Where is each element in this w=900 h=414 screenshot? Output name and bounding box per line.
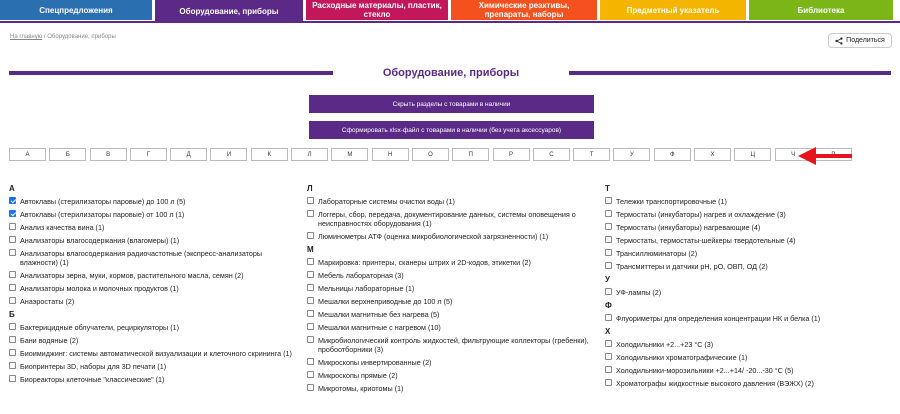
letter-filter-7[interactable]: Л xyxy=(291,148,328,161)
category-label[interactable]: Микробиологический контроль жидкостей, фильтрующие коллекторы (гребенки), пробоотборники (3) xyxy=(318,336,589,354)
category-checkbox[interactable] xyxy=(307,371,314,378)
category-checkbox[interactable] xyxy=(307,284,314,291)
share-button[interactable] xyxy=(828,33,892,48)
category-label[interactable]: Автоклавы (стерилизаторы паровые) от 100 л (1) xyxy=(20,210,185,219)
category-label[interactable]: Микроскопы прямые (2) xyxy=(318,371,398,380)
category-checkbox[interactable] xyxy=(307,258,314,265)
alphabet-filter xyxy=(9,148,891,161)
category-item[interactable] xyxy=(605,366,895,375)
category-item[interactable] xyxy=(9,323,299,332)
letter-filter-4[interactable]: Д xyxy=(170,148,207,161)
category-item[interactable] xyxy=(605,223,895,232)
category-item[interactable] xyxy=(307,384,595,393)
letter-filter-13[interactable]: С xyxy=(533,148,570,161)
category-item[interactable] xyxy=(605,314,895,323)
category-item[interactable] xyxy=(605,197,895,206)
category-checkbox[interactable] xyxy=(9,236,16,243)
category-item[interactable] xyxy=(605,340,895,349)
section-heading: Б xyxy=(9,310,15,319)
share-label: Поделиться xyxy=(846,37,885,44)
title-bar-left xyxy=(9,71,333,75)
category-item[interactable] xyxy=(307,284,595,293)
category-checkbox[interactable] xyxy=(605,353,612,360)
category-checkbox[interactable] xyxy=(605,197,612,204)
hide-sections-button[interactable]: Скрыть разделы с товарами в наличии xyxy=(309,95,594,113)
tab-4[interactable]: Предметный указатель xyxy=(600,0,746,20)
category-checkbox[interactable] xyxy=(9,197,16,204)
category-label[interactable]: Анаэростаты (2) xyxy=(20,297,75,306)
letter-filter-3[interactable]: Г xyxy=(130,148,167,161)
category-checkbox[interactable] xyxy=(605,236,612,243)
section-heading: Л xyxy=(307,184,313,193)
category-checkbox[interactable] xyxy=(605,210,612,217)
category-label[interactable]: Мешалки магнитные без нагрева (5) xyxy=(318,310,440,319)
category-checkbox[interactable] xyxy=(605,340,612,347)
column-t xyxy=(605,184,895,392)
category-checkbox[interactable] xyxy=(605,262,612,269)
category-checkbox[interactable] xyxy=(307,323,314,330)
tabs-underline xyxy=(0,21,900,23)
section-heading: Х xyxy=(605,327,611,336)
category-checkbox[interactable] xyxy=(307,358,314,365)
category-label[interactable]: Хроматографы жидкостные высокого давления (ВЭЖХ) (2) xyxy=(616,379,814,388)
category-label[interactable]: Анализаторы молока и молочных продуктов (1) xyxy=(20,284,179,293)
category-label[interactable]: Бактерицидные облучатели, рециркуляторы (1) xyxy=(20,323,179,332)
category-checkbox[interactable] xyxy=(9,210,16,217)
category-item[interactable] xyxy=(9,284,299,293)
category-label[interactable]: Термостаты (инкубаторы) нагревающие (4) xyxy=(616,223,761,232)
letter-filter-19[interactable]: Ч xyxy=(775,148,812,161)
category-label[interactable]: Трансиллюминаторы (2) xyxy=(616,249,698,258)
letter-filter-12[interactable]: Р xyxy=(493,148,530,161)
breadcrumb xyxy=(10,34,116,40)
category-label[interactable]: Холодильники-морозильники +2...+14/ -20...-30 °С (5) xyxy=(616,366,794,375)
category-item[interactable] xyxy=(307,232,595,241)
category-item[interactable] xyxy=(307,371,595,380)
column-a xyxy=(9,184,299,388)
category-item[interactable] xyxy=(605,210,895,219)
section-heading: М xyxy=(307,245,314,254)
category-label[interactable]: Микроскопы инвертированные (2) xyxy=(318,358,432,367)
category-checkbox[interactable] xyxy=(9,349,16,356)
category-label[interactable]: Холодильники +2...+23 °С (3) xyxy=(616,340,714,349)
share-icon xyxy=(835,37,843,45)
category-label[interactable]: Анализ качества вина (1) xyxy=(20,223,105,232)
category-label[interactable]: Биопринтеры 3D, наборы для 3D печати (1) xyxy=(20,362,167,371)
category-label[interactable]: Биореакторы клеточные "классические" (1) xyxy=(20,375,165,384)
category-item[interactable] xyxy=(307,310,595,319)
letter-filter-0[interactable]: А xyxy=(9,148,46,161)
category-label[interactable]: Маркировка: принтеры, сканеры штрих и 2D-кодов, этикетки (2) xyxy=(318,258,531,267)
column-l xyxy=(307,184,595,397)
letter-filter-6[interactable]: К xyxy=(251,148,288,161)
tab-3[interactable]: Химические реактивы, препараты, наборы xyxy=(451,0,597,20)
export-xlsx-button[interactable]: Сформировать xlsx-файл с товарами в наличии (без учета аксессуаров) xyxy=(309,121,594,139)
category-item[interactable] xyxy=(605,353,895,362)
category-item[interactable] xyxy=(307,197,595,206)
category-checkbox[interactable] xyxy=(9,223,16,230)
category-checkbox[interactable] xyxy=(9,271,16,278)
category-item[interactable] xyxy=(9,362,299,371)
category-checkbox[interactable] xyxy=(9,375,16,382)
category-label[interactable]: Мельницы лабораторные (1) xyxy=(318,284,415,293)
category-item[interactable] xyxy=(307,336,595,354)
category-label[interactable]: Термостаты, термостаты-шейкеры твердотельные (4) xyxy=(616,236,796,245)
category-item[interactable] xyxy=(307,271,595,280)
category-checkbox[interactable] xyxy=(307,271,314,278)
category-item[interactable] xyxy=(307,358,595,367)
category-checkbox[interactable] xyxy=(605,223,612,230)
tab-0[interactable]: Спецпредложения xyxy=(0,0,152,20)
category-checkbox[interactable] xyxy=(307,232,314,239)
category-label[interactable]: Флуориметры для определения концентрации НК и белка (1) xyxy=(616,314,821,323)
category-checkbox[interactable] xyxy=(605,249,612,256)
category-label[interactable]: Анализаторы зерна, муки, кормов, растительного масла, семян (2) xyxy=(20,271,244,280)
category-label[interactable]: Трансмиттеры и датчики pH, pO, ОВП, ОД (2) xyxy=(616,262,768,271)
category-item[interactable] xyxy=(605,262,895,271)
category-checkbox[interactable] xyxy=(9,297,16,304)
category-item[interactable] xyxy=(307,210,595,228)
letter-filter-9[interactable]: Н xyxy=(372,148,409,161)
category-item[interactable] xyxy=(9,297,299,306)
breadcrumb-current: Оборудование, приборы xyxy=(47,34,116,40)
letter-filter-18[interactable]: Ц xyxy=(734,148,771,161)
letter-filter-14[interactable]: Т xyxy=(573,148,610,161)
category-item[interactable] xyxy=(9,349,299,358)
category-label[interactable]: Анализаторы влагосодержания (влагомеры) (1) xyxy=(20,236,180,245)
letter-filter-2[interactable]: В xyxy=(90,148,127,161)
category-checkbox[interactable] xyxy=(9,249,16,256)
breadcrumb-home-link[interactable]: На главную xyxy=(10,34,43,40)
category-item[interactable] xyxy=(9,336,299,345)
category-checkbox[interactable] xyxy=(307,310,314,317)
section-heading: Т xyxy=(605,184,610,193)
category-item[interactable] xyxy=(9,210,299,219)
category-label[interactable]: Логгеры, сбор, передача, документирование данных, системы оповещения о неисправностях оборудования (1) xyxy=(318,210,576,228)
letter-filter-1[interactable]: Б xyxy=(49,148,86,161)
letter-filter-11[interactable]: П xyxy=(452,148,489,161)
category-item[interactable] xyxy=(9,223,299,232)
section-heading: У xyxy=(605,275,610,284)
category-item[interactable] xyxy=(605,249,895,258)
category-item[interactable] xyxy=(605,288,895,297)
category-label[interactable]: Люминометры АТФ (оценка микробиологической загрязненности) (1) xyxy=(318,232,549,241)
category-label[interactable]: Лабораторные системы очистки воды (1) xyxy=(318,197,455,206)
category-checkbox[interactable] xyxy=(307,197,314,204)
letter-filter-15[interactable]: У xyxy=(613,148,650,161)
category-label[interactable]: Тележки транспортировочные (1) xyxy=(616,197,727,206)
category-checkbox[interactable] xyxy=(605,379,612,386)
category-item[interactable] xyxy=(307,323,595,332)
category-label[interactable]: Автоклавы (стерилизаторы паровые) до 100 л (5) xyxy=(20,197,186,206)
letter-filter-5[interactable]: И xyxy=(210,148,247,161)
category-tabs xyxy=(0,0,900,22)
red-arrow-annotation xyxy=(796,143,854,169)
category-label[interactable]: Мешалки верхнеприводные до 100 л (5) xyxy=(318,297,453,306)
category-item[interactable] xyxy=(9,375,299,384)
breadcrumb-separator: / xyxy=(42,34,48,40)
category-checkbox[interactable] xyxy=(307,336,314,343)
section-heading: Ф xyxy=(605,301,612,310)
category-item[interactable] xyxy=(307,297,595,306)
category-label[interactable]: Микротомы, криотомы (1) xyxy=(318,384,404,393)
category-item[interactable] xyxy=(605,236,895,245)
category-checkbox[interactable] xyxy=(9,336,16,343)
category-item[interactable] xyxy=(9,197,299,206)
category-label[interactable]: Мешалки магнитные с нагревом (10) xyxy=(318,323,441,332)
page-title: Оборудование, приборы xyxy=(382,67,520,79)
tab-1[interactable]: Оборудование, приборы xyxy=(155,0,303,22)
category-label[interactable]: Анализаторы влагосодержания радиочастотные (экспресс-анализаторы влажности) (1) xyxy=(20,249,263,267)
category-checkbox[interactable] xyxy=(9,284,16,291)
category-checkbox[interactable] xyxy=(605,288,612,295)
letter-filter-16[interactable]: Ф xyxy=(654,148,691,161)
category-label[interactable]: Термостаты (инкубаторы) нагрев и охлаждение (3) xyxy=(616,210,786,219)
category-item[interactable] xyxy=(9,236,299,245)
tab-5[interactable]: Библиотека xyxy=(749,0,893,20)
category-item[interactable] xyxy=(307,258,595,267)
category-checkbox[interactable] xyxy=(9,323,16,330)
category-checkbox[interactable] xyxy=(605,366,612,373)
category-label[interactable]: УФ-лампы (2) xyxy=(616,288,662,297)
section-heading: А xyxy=(9,184,15,193)
category-label[interactable]: Холодильники хроматографические (1) xyxy=(616,353,748,362)
category-checkbox[interactable] xyxy=(307,384,314,391)
category-checkbox[interactable] xyxy=(605,314,612,321)
category-label[interactable]: Биоимиджинг: системы автоматической визуализации и клеточного скрининга (1) xyxy=(20,349,292,358)
category-label[interactable]: Мебель лабораторная (3) xyxy=(318,271,404,280)
letter-filter-10[interactable]: О xyxy=(412,148,449,161)
category-checkbox[interactable] xyxy=(307,297,314,304)
category-item[interactable] xyxy=(605,379,895,388)
letter-filter-8[interactable]: М xyxy=(331,148,368,161)
category-item[interactable] xyxy=(9,271,299,280)
tab-2[interactable]: Расходные материалы, пластик, стекло xyxy=(306,0,448,20)
letter-filter-17[interactable]: Х xyxy=(694,148,731,161)
category-label[interactable]: Бани водяные (2) xyxy=(20,336,79,345)
title-bar-right xyxy=(569,71,891,75)
category-item[interactable] xyxy=(9,249,299,267)
category-checkbox[interactable] xyxy=(307,210,314,217)
category-checkbox[interactable] xyxy=(9,362,16,369)
